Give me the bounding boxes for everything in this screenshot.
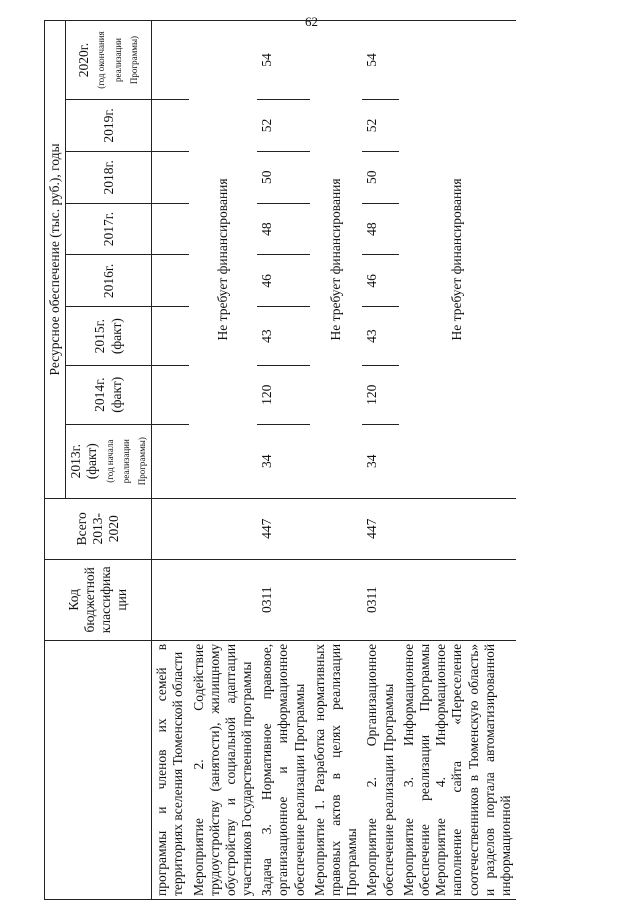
row-description [399,640,516,899]
header-year-2014 [66,365,152,424]
row-value-2016: 46 [362,255,398,307]
header-year-2013 [66,424,152,498]
row-cell [152,100,189,152]
row-value-2017: 48 [362,203,398,255]
header-year-2018: 2018г. [66,151,152,203]
header-year-2016: 2016г. [66,255,152,307]
row-value-2016: 46 [257,255,310,307]
row-cell [152,424,189,498]
not-required-funding: Не требует финансирования [189,21,258,499]
row-description [310,640,363,899]
row-code [189,559,258,640]
row-value-2018: 50 [362,151,398,203]
table-row [399,21,516,900]
table-row [362,21,398,900]
row-code: 0311 [257,559,310,640]
year-2020-label: 2020г. [76,42,92,78]
row-code [399,559,516,640]
row-text: Мероприятие 3. Информационное обеспечение реализации Программы Мероприятие 4. Информационное наполнение сайта «Переселение соотечественников в Тюменскую область» и разделов портала автоматизированной информационной [400,643,513,896]
year-2013-note: (год начала реализации Программы) [104,437,147,486]
row-cell [152,151,189,203]
header-description [45,640,152,899]
row-value-2015: 43 [257,307,310,366]
row-total [399,498,516,559]
row-cell [152,365,189,424]
row-total [310,498,363,559]
row-value-2013: 34 [257,424,310,498]
header-total: Всего 2013-2020 [45,498,152,559]
row-description [257,640,310,899]
row-cell [152,203,189,255]
row-description [362,640,398,899]
row-description [152,640,189,899]
row-text: Задача 3. Нормативное правовое, организационное и информационное обеспечение реализации Программы [259,643,307,896]
row-text: Мероприятие 1. Разработка нормативных правовых актов в целях реализации Программы [311,643,360,896]
row-text: Мероприятие 2. Организационное обеспечение реализации Программы [364,643,396,896]
row-total [152,498,189,559]
row-value-2017: 48 [257,203,310,255]
funding-table [44,20,516,900]
year-2014-label: 2014г. [92,377,108,412]
row-value-2018: 50 [257,151,310,203]
row-value-2015: 43 [362,307,398,366]
row-value-2014: 120 [362,365,398,424]
header-code: Код бюджетной классифика ции [45,559,152,640]
row-description [189,640,258,899]
header-year-2017: 2017г. [66,203,152,255]
year-2014-fact: (факт) [108,376,124,413]
row-cell [152,255,189,307]
row-cell [152,307,189,366]
row-code [310,559,363,640]
row-value-2019: 52 [257,100,310,152]
table-row [152,21,189,900]
row-value-2020: 54 [257,21,310,100]
year-2015-fact: (факт) [108,318,124,355]
header-row-1 [45,21,66,900]
year-2020-note: (год окончания реализации Программы) [96,31,139,89]
row-total: 447 [257,498,310,559]
not-required-funding: Не требует финансирования [310,21,363,499]
year-2013-fact: (факт) [84,443,100,480]
row-code [152,559,189,640]
table-row [189,21,258,900]
header-year-2015 [66,307,152,366]
row-total [189,498,258,559]
row-cell [152,21,189,100]
row-total: 447 [362,498,398,559]
header-year-2020 [66,21,152,100]
row-value-2013: 34 [362,424,398,498]
table-row [310,21,363,900]
not-required-funding: Не требует финансирования [399,21,516,499]
row-value-2014: 120 [257,365,310,424]
rotated-table-container [44,20,574,900]
row-text: программы и членов их семей в территориях вселения Тюменской области [154,643,186,896]
year-2013-label: 2013г. [68,444,84,479]
header-year-2019: 2019г. [66,100,152,152]
year-2015-label: 2015г. [92,318,108,354]
table-row [257,21,310,900]
row-value-2020: 54 [362,21,398,100]
row-value-2019: 52 [362,100,398,152]
row-code: 0311 [362,559,398,640]
row-text: Мероприятие 2. Содействие трудоустройству (занятости), жилищному обустройству и социальной адаптации участников Государственной программы [190,643,255,896]
page-number: 62 [305,14,318,29]
header-resource: Ресурсное обеспечение (тыс. руб.), годы [45,21,66,499]
